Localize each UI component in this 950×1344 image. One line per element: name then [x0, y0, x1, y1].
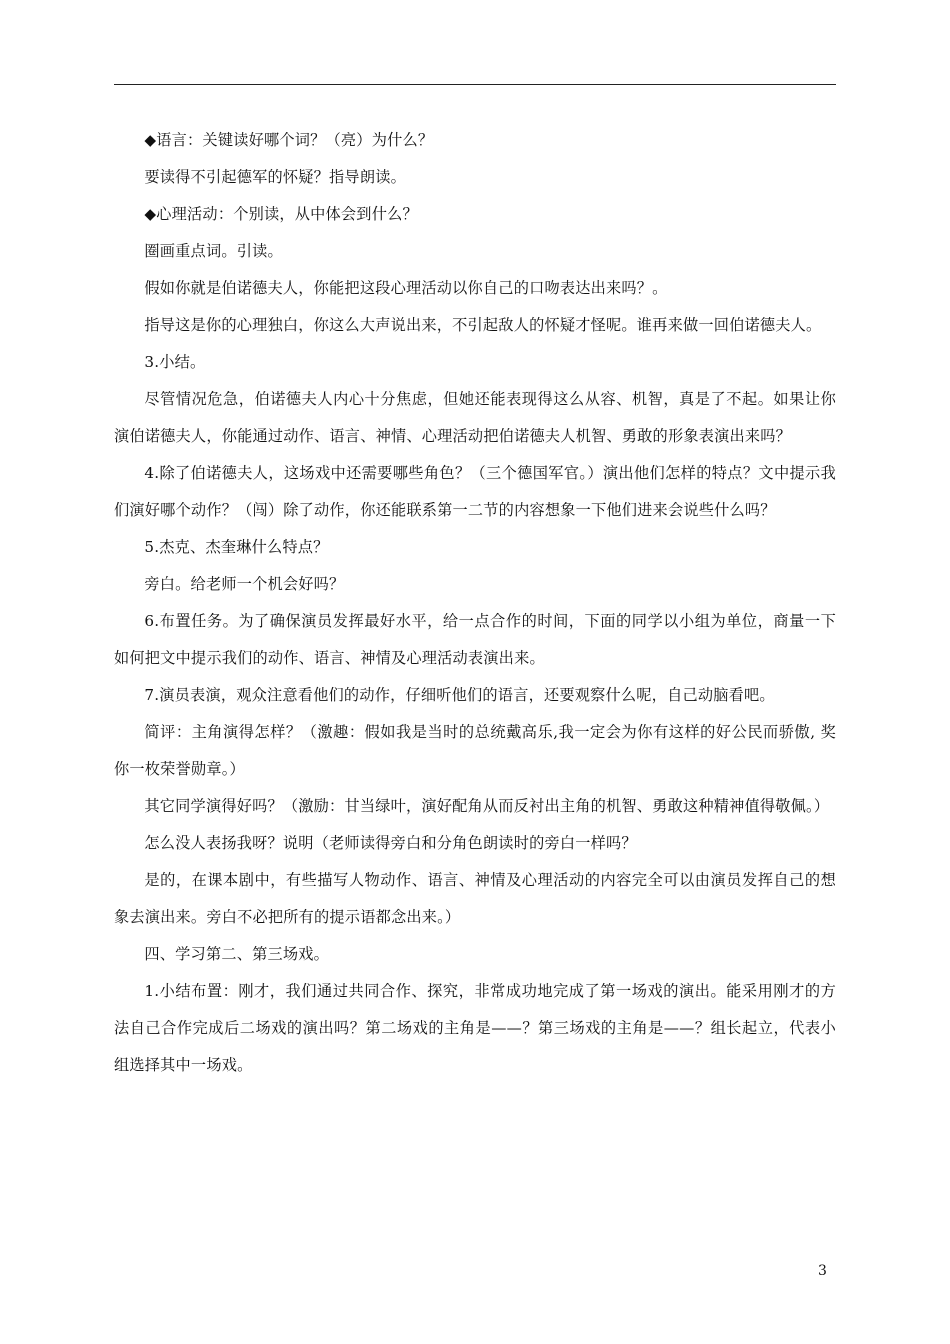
document-body	[114, 122, 836, 1084]
page-number: 3	[818, 1263, 827, 1279]
paragraph: 是的，在课本剧中，有些描写人物动作、语言、神情及心理活动的内容完全可以由演员发挥自己的想象去演出来。旁白不必把所有的提示语都念出来。）	[114, 871, 836, 926]
paragraph: 3.小结。	[144, 353, 206, 371]
paragraph: 1.小结布置：刚才，我们通过共同合作、探究，非常成功地完成了第一场戏的演出。能采用刚才的方法自己合作完成后二场戏的演出吗？第二场戏的主角是——？第三场戏的主角是——？组长起立，代表小组选择其中一场戏。	[114, 982, 836, 1074]
paragraph: 指导这是你的心理独白，你这么大声说出来，不引起敌人的怀疑才怪呢。谁再来做一回伯诺德夫人。	[144, 316, 822, 334]
paragraph: 简评：主角演得怎样？（激趣：假如我是当时的总统戴高乐,我一定会为你有这样的好公民而骄傲, 奖你一枚荣誉勋章。）	[114, 723, 836, 778]
paragraph: 圈画重点词。引读。	[144, 242, 283, 260]
header-rule	[114, 84, 836, 85]
paragraph: 四、学习第二、第三场戏。	[144, 945, 330, 963]
paragraph: 旁白。给老师一个机会好吗？	[144, 575, 345, 593]
paragraph: 尽管情况危急，伯诺德夫人内心十分焦虑，但她还能表现得这么从容、机智，真是了不起。如果让你演伯诺德夫人，你能通过动作、语言、神情、心理活动把伯诺德夫人机智、勇敢的形象表演出来吗？	[114, 390, 836, 445]
paragraph: ◆心理活动：个别读，从中体会到什么？	[144, 205, 418, 223]
paragraph: 4.除了伯诺德夫人，这场戏中还需要哪些角色？（三个德国军官。）演出他们怎样的特点？文中提示我们演好哪个动作？（闯）除了动作，你还能联系第一二节的内容想象一下他们进来会说些什么吗？	[114, 464, 836, 519]
paragraph: 6.布置任务。为了确保演员发挥最好水平，给一点合作的时间，下面的同学以小组为单位，商量一下如何把文中提示我们的动作、语言、神情及心理活动表演出来。	[114, 612, 836, 667]
paragraph: 怎么没人表扬我呀？说明（老师读得旁白和分角色朗读时的旁白一样吗？	[144, 834, 637, 852]
paragraph: 7.演员表演，观众注意看他们的动作，仔细听他们的语言，还要观察什么呢，自己动脑看吧。	[144, 686, 775, 704]
paragraph: 假如你就是伯诺德夫人，你能把这段心理活动以你自己的口吻表达出来吗？。	[144, 279, 668, 297]
paragraph: ◆语言：关键读好哪个词？（亮）为什么？	[144, 131, 434, 149]
paragraph: 5.杰克、杰奎琳什么特点？	[144, 538, 329, 556]
paragraph: 其它同学演得好吗？（激励：甘当绿叶，演好配角从而反衬出主角的机智、勇敢这种精神值得敬佩。）	[144, 797, 830, 815]
paragraph: 要读得不引起德军的怀疑？指导朗读。	[144, 168, 406, 186]
